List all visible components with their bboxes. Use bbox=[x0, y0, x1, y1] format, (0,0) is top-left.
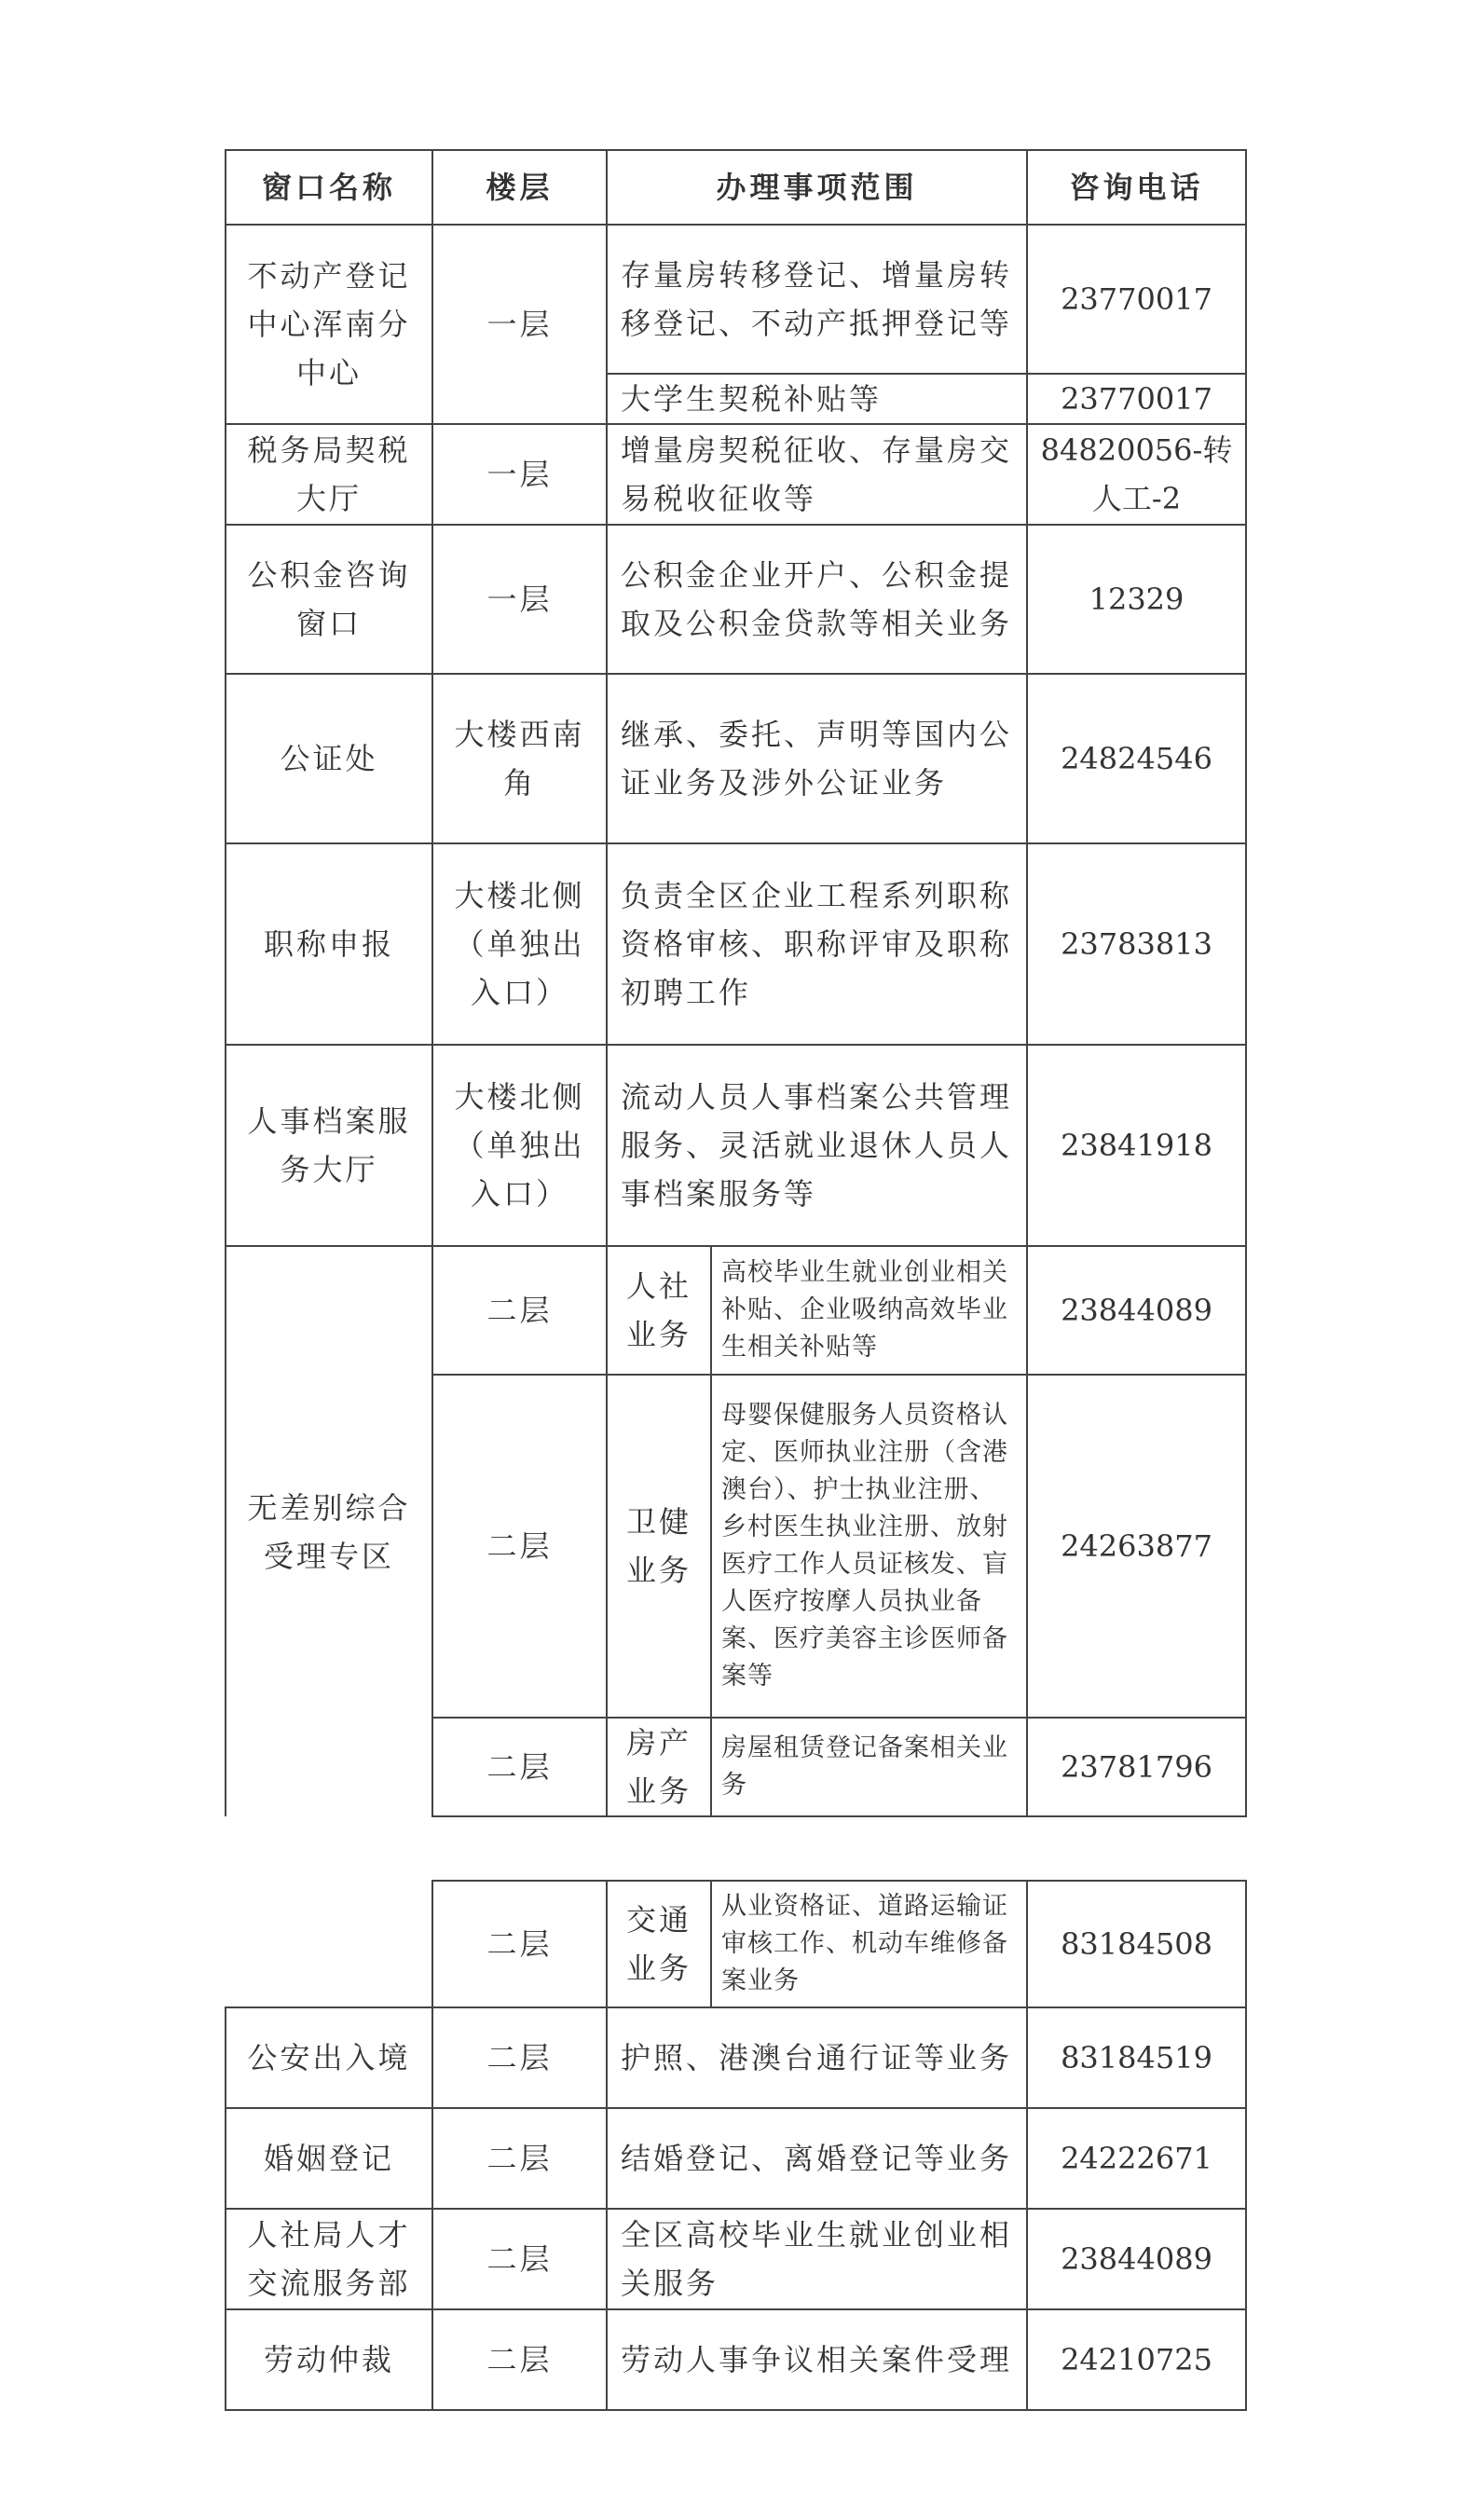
phone-cell: 23841918 bbox=[1027, 1045, 1246, 1246]
floor-cell: 一层 bbox=[432, 424, 607, 525]
scope-cell: 全区高校毕业生就业创业相关服务 bbox=[607, 2209, 1027, 2309]
scope-cell: 增量房契税征收、存量房交易税收征收等 bbox=[607, 424, 1027, 525]
window-name-cell: 公安出入境 bbox=[226, 2007, 432, 2108]
scope-cell: 高校毕业生就业创业相关补贴、企业吸纳高效毕业生相关补贴等 bbox=[711, 1246, 1027, 1375]
scope-cell: 流动人员人事档案公共管理服务、灵活就业退休人员人事档案服务等 bbox=[607, 1045, 1027, 1246]
service-window-table bbox=[225, 149, 1247, 1817]
scope-cell: 护照、港澳台通行证等业务 bbox=[607, 2007, 1027, 2108]
phone-cell: 23770017 bbox=[1027, 374, 1246, 424]
window-name-cell: 人事档案服务大厅 bbox=[226, 1045, 432, 1246]
phone-cell: 23844089 bbox=[1027, 2209, 1246, 2309]
window-name-cell: 婚姻登记 bbox=[226, 2108, 432, 2209]
floor-cell: 二层 bbox=[432, 1375, 607, 1718]
phone-cell: 23844089 bbox=[1027, 1246, 1246, 1375]
table-row bbox=[226, 1045, 1246, 1246]
scope-cell: 房屋租赁登记备案相关业务 bbox=[711, 1718, 1027, 1816]
scope-cell: 存量房转移登记、增量房转移登记、不动产抵押登记等 bbox=[607, 225, 1027, 374]
phone-cell: 24210725 bbox=[1027, 2309, 1246, 2410]
category-cell: 房产业务 bbox=[607, 1718, 711, 1816]
floor-cell: 二层 bbox=[432, 1881, 607, 2007]
scope-cell: 继承、委托、声明等国内公证业务及涉外公证业务 bbox=[607, 674, 1027, 843]
floor-cell: 一层 bbox=[432, 525, 607, 674]
window-name-cell: 不动产登记中心浑南分中心 bbox=[226, 225, 432, 424]
table-row bbox=[226, 1246, 1246, 1375]
floor-cell: 大楼北侧（单独出入口） bbox=[432, 843, 607, 1045]
table-row bbox=[226, 2007, 1246, 2108]
phone-cell: 84820056-转人工-2 bbox=[1027, 424, 1246, 525]
header-scope: 办理事项范围 bbox=[607, 150, 1027, 225]
phone-cell: 83184519 bbox=[1027, 2007, 1246, 2108]
window-name-cell: 公证处 bbox=[226, 674, 432, 843]
phone-cell: 83184508 bbox=[1027, 1881, 1246, 2007]
table-row bbox=[226, 525, 1246, 674]
floor-cell: 二层 bbox=[432, 2309, 607, 2410]
phone-cell: 24263877 bbox=[1027, 1375, 1246, 1718]
window-name-cell: 劳动仲裁 bbox=[226, 2309, 432, 2410]
window-name-cell: 公积金咨询窗口 bbox=[226, 525, 432, 674]
floor-cell: 二层 bbox=[432, 2108, 607, 2209]
table-row bbox=[226, 843, 1246, 1045]
table-row bbox=[226, 1881, 1246, 2007]
table-row bbox=[226, 225, 1246, 374]
floor-cell: 二层 bbox=[432, 1718, 607, 1816]
zone-name-cell: 无差别综合受理专区 bbox=[226, 1246, 432, 1816]
phone-cell: 24222671 bbox=[1027, 2108, 1246, 2209]
header-window-name: 窗口名称 bbox=[226, 150, 432, 225]
table-row bbox=[226, 424, 1246, 525]
window-name-cell: 人社局人才交流服务部 bbox=[226, 2209, 432, 2309]
scope-cell: 从业资格证、道路运输证审核工作、机动车维修备案业务 bbox=[711, 1881, 1027, 2007]
phone-cell: 24824546 bbox=[1027, 674, 1246, 843]
category-cell: 卫健业务 bbox=[607, 1375, 711, 1718]
table-row bbox=[226, 2108, 1246, 2209]
header-floor: 楼层 bbox=[432, 150, 607, 225]
phone-cell: 12329 bbox=[1027, 525, 1246, 674]
zone-name-continued-cell bbox=[226, 1881, 432, 2007]
window-name-cell: 税务局契税大厅 bbox=[226, 424, 432, 525]
scope-cell: 大学生契税补贴等 bbox=[607, 374, 1027, 424]
phone-cell: 23783813 bbox=[1027, 843, 1246, 1045]
table-row bbox=[226, 2309, 1246, 2410]
scope-cell: 结婚登记、离婚登记等业务 bbox=[607, 2108, 1027, 2209]
floor-cell: 二层 bbox=[432, 1246, 607, 1375]
scope-cell: 负责全区企业工程系列职称资格审核、职称评审及职称初聘工作 bbox=[607, 843, 1027, 1045]
scope-cell: 母婴保健服务人员资格认定、医师执业注册（含港澳台）、护士执业注册、乡村医生执业注册、放射医疗工作人员证核发、盲人医疗按摩人员执业备案、医疗美容主诊医师备案等 bbox=[711, 1375, 1027, 1718]
scope-cell: 劳动人事争议相关案件受理 bbox=[607, 2309, 1027, 2410]
header-phone: 咨询电话 bbox=[1027, 150, 1246, 225]
table-row bbox=[226, 2209, 1246, 2309]
table-row bbox=[226, 674, 1246, 843]
phone-cell: 23770017 bbox=[1027, 225, 1246, 374]
table-header-row bbox=[226, 150, 1246, 225]
phone-cell: 23781796 bbox=[1027, 1718, 1246, 1816]
window-name-cell: 职称申报 bbox=[226, 843, 432, 1045]
service-window-table-continued bbox=[225, 1880, 1247, 2411]
category-cell: 交通业务 bbox=[607, 1881, 711, 2007]
category-cell: 人社业务 bbox=[607, 1246, 711, 1375]
floor-cell: 大楼西南角 bbox=[432, 674, 607, 843]
floor-cell: 大楼北侧（单独出入口） bbox=[432, 1045, 607, 1246]
floor-cell: 二层 bbox=[432, 2007, 607, 2108]
floor-cell: 二层 bbox=[432, 2209, 607, 2309]
floor-cell: 一层 bbox=[432, 225, 607, 424]
scope-cell: 公积金企业开户、公积金提取及公积金贷款等相关业务 bbox=[607, 525, 1027, 674]
